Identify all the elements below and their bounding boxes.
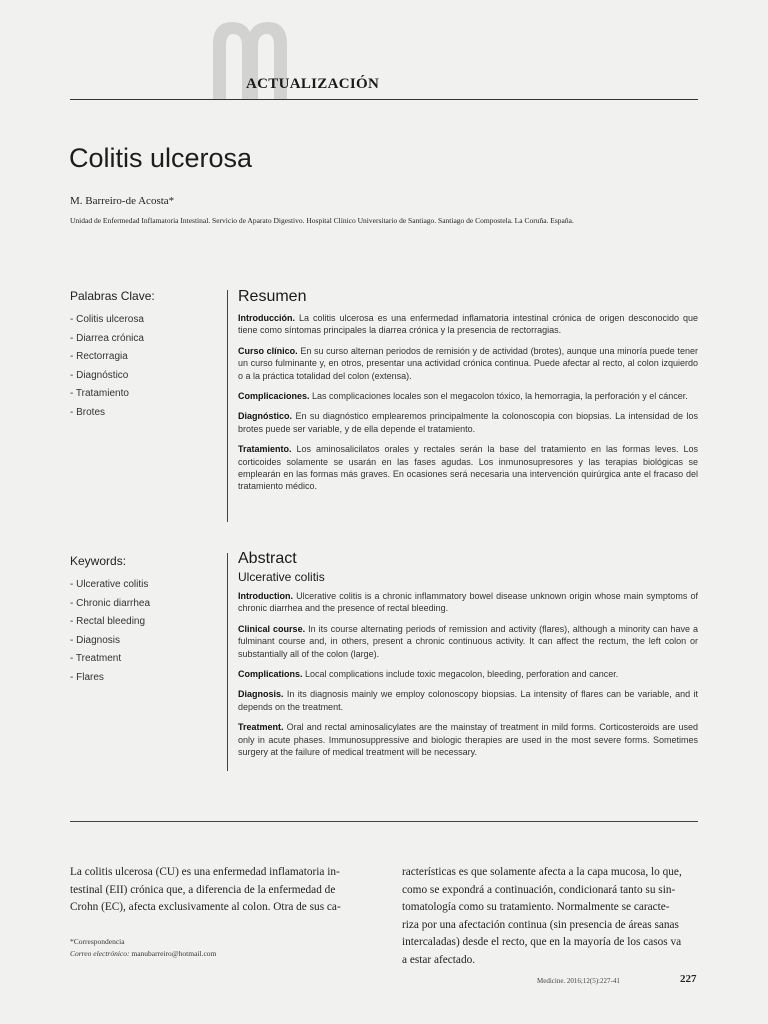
palabras-clave-heading: Palabras Clave:: [70, 289, 155, 303]
header-rule: [70, 99, 698, 100]
abstract-paragraph: Introduction. Ulcerative colitis is a chronic inflammatory bowel disease unknown origin whose main symptoms of chronic diarrhea and the presence of rectal bleeding.: [238, 591, 698, 614]
keyword-item: - Rectal bleeding: [70, 616, 146, 627]
keyword-item: - Ulcerative colitis: [70, 579, 149, 590]
body-line: racterísticas es que solamente afecta a la capa mucosa, lo que,: [402, 866, 682, 878]
resumen-paragraph: Complicaciones. Las complicaciones locales son el megacolon tóxico, la hemorragia, la perforación y el cáncer.: [238, 391, 688, 402]
body-line: La colitis ulcerosa (CU) es una enfermedad inflamatoria in-: [70, 866, 340, 878]
keyword-item: - Diagnóstico: [70, 369, 129, 381]
keyword-item: - Diagnosis: [70, 634, 121, 646]
body-line: Crohn (EC), afecta exclusivamente al colon. Otra de sus ca-: [70, 901, 341, 913]
keywords-block: [70, 554, 220, 687]
abstract-heading: Abstract: [238, 550, 297, 567]
abstract-paragraph: Clinical course. In its course alternating periods of remission and activity (flares), although a minority can have a fulminant course and, in others, present a chronic continuous activity. It can affect the rectum, the left colon or substantially all of the colon (large).: [238, 623, 699, 659]
keyword-item: - Brotes: [70, 406, 106, 418]
email-link[interactable]: manubarreiro@hotmail.com: [129, 949, 217, 958]
correspondence-footnote: [70, 936, 370, 960]
keywords-heading: Keywords:: [70, 554, 127, 568]
body-line: tomatología como su tratamiento. Normalmente se caracte-: [402, 901, 670, 913]
resumen-paragraph: Introducción. La colitis ulcerosa es una enfermedad inflamatoria intestinal crónica de origen desconocido que tiene como síntomas principales la diarrea crónica y la presencia de rectorragias.: [238, 313, 698, 336]
page-number: 227: [680, 973, 697, 985]
author-name: M. Barreiro-de Acosta*: [70, 195, 175, 207]
abstract-subheading: Ulcerative colitis: [238, 570, 325, 584]
article-title: Colitis ulcerosa: [69, 143, 253, 173]
palabras-clave-block: [70, 289, 220, 422]
correspondence-label: *Correspondencia: [70, 937, 125, 946]
keyword-item: - Diarrea crónica: [70, 332, 144, 344]
body-line: testinal (EII) crónica que, a diferencia de la enfermedad de: [70, 883, 336, 896]
abstract-divider: [227, 553, 228, 771]
palabras-clave-list: [70, 311, 220, 422]
resumen-paragraph: Diagnóstico. En su diagnóstico emplearemos principalmente la colonoscopia con biopsias. La intensidad de los brotes puede ser variable, y de ella depende el tratamiento.: [238, 411, 698, 434]
keyword-item: - Flares: [70, 671, 104, 683]
body-column-1: [70, 864, 366, 917]
body-line: riza por una afectación continua (sin presencia de áreas sanas: [402, 918, 679, 931]
journal-citation: Medicine. 2016;12(5):227-41: [537, 977, 620, 985]
abstract-paragraph: Diagnosis. In its diagnosis mainly we employ colonoscopy biopsias. La intensity of flares can be variable, and it depends on the treatment.: [238, 689, 698, 712]
section-rule: [70, 821, 698, 822]
resumen-divider: [227, 290, 228, 522]
body-line: intercaladas) desde el recto, que en la mayoría de los casos va: [402, 936, 682, 948]
resumen-paragraph: Tratamiento. Los aminosalicilatos orales y rectales serán la base del tratamiento en las formas leves. Los corticoides solamente se usarán en las fases agudas. Los inmunosupresores y las terapias biológicas se emplearán en las formas más graves. En ocasiones será necesaria una intervención quirúrgica ante el fracaso del tratamiento médico.: [238, 444, 698, 492]
keywords-list: [70, 576, 220, 687]
abstract-section: [238, 550, 698, 766]
author-affiliation: Unidad de Enfermedad Inflamatoria Intestinal. Servicio de Aparato Digestivo. Hospital Clínico Universitario de Santiago. Santiago de Compostela. La Coruña. España.: [70, 216, 574, 225]
keyword-item: - Rectorragia: [70, 351, 128, 362]
resumen-paragraph: Curso clínico. En su curso alternan periodos de remisión y de actividad (brotes), aunque una minoría puede tener un curso fulminante y, en otros, presentar una actividad crónica continua. Puede afectar al recto, al colon izquierdo o a la práctica totalidad del colon (extensa).: [238, 345, 698, 381]
abstract-paragraph: Complications. Local complications include toxic megacolon, bleeding, perforation and cancer.: [238, 669, 619, 680]
body-line: a estar afectado.: [402, 953, 476, 966]
abstract-paragraph: Treatment. Oral and rectal aminosalicylates are the mainstay of treatment in mild forms. Corticosteroids are used only in acute phases. Immunosuppressive and biologic therapies are used in the most severe forms. Sometimes surgery at the failure of medical treatment will be necessary.: [238, 722, 698, 758]
body-column-2: [402, 864, 698, 969]
keyword-item: - Colitis ulcerosa: [70, 314, 144, 325]
keyword-item: - Treatment: [70, 653, 122, 664]
keyword-item: - Tratamiento: [70, 388, 129, 399]
section-label: ACTUALIZACIÓN: [246, 76, 380, 92]
resumen-section: [238, 288, 698, 501]
resumen-heading: Resumen: [238, 288, 307, 305]
body-line: como se expondrá a continuación, condicionará tanto su sin-: [402, 883, 676, 896]
email-line: Correo electrónico: manubarreiro@hotmail.com: [70, 949, 217, 958]
keyword-item: - Chronic diarrhea: [70, 597, 151, 609]
